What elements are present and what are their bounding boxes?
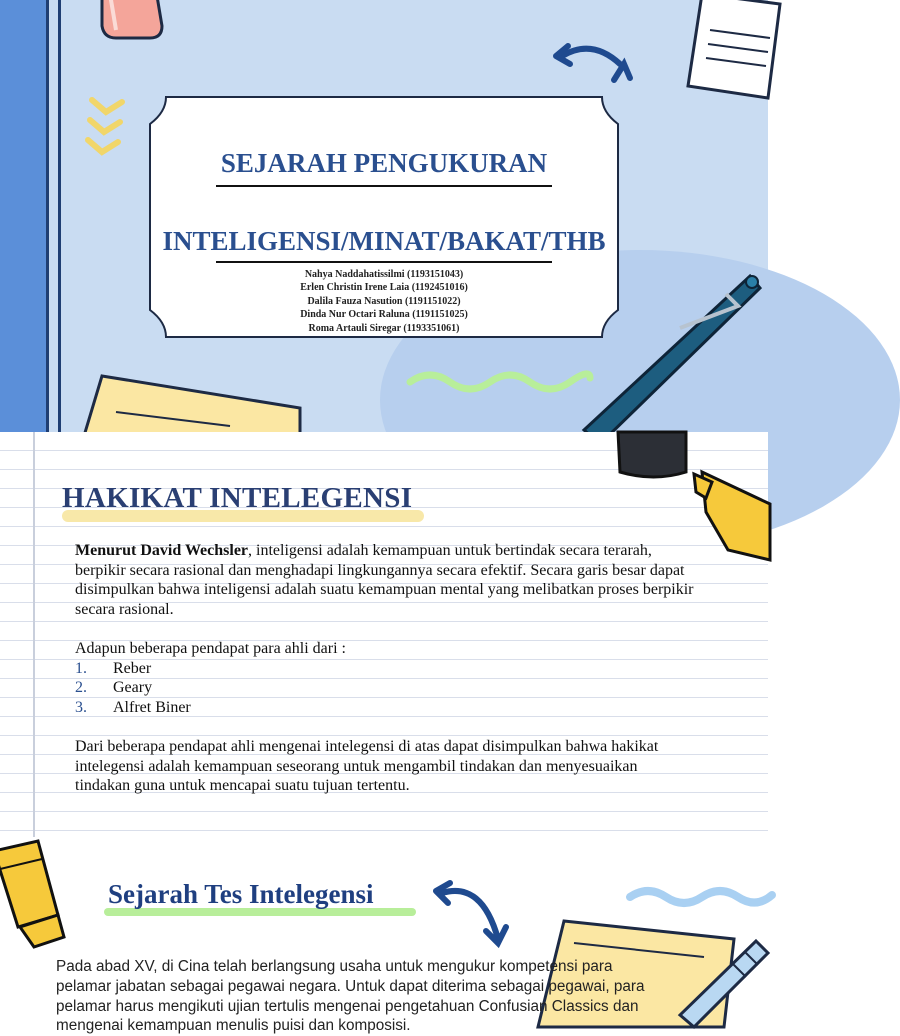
author-name: Dinda Nur Octari Raluna (1191151025) [300, 309, 468, 321]
wave-icon [626, 883, 776, 911]
title-underline [216, 185, 552, 187]
list-item [75, 698, 695, 718]
chevrons-icon [82, 96, 132, 168]
title-slide [0, 0, 768, 432]
list-number: 1. [75, 659, 87, 677]
squiggle-icon [404, 368, 594, 396]
sejarah-slide [0, 837, 768, 1035]
highlighter-icon [0, 837, 80, 957]
title-underline [216, 261, 552, 263]
notebook-spine [0, 0, 46, 432]
title-line-2: INTELIGENSI/MINAT/BAKAT/THB [162, 226, 606, 256]
list-item [75, 678, 695, 698]
author-name: Dalila Fauza Nasution (1191151022) [307, 295, 461, 307]
title-line-1: SEJARAH PENGUKURAN [220, 148, 548, 178]
section-heading: HAKIKAT INTELEGENSI [62, 482, 413, 514]
list-text: Geary [113, 679, 153, 697]
paragraph-text: , inteligensi adalah kemampuan untuk bertindak secara terarah, berpikir secara rasional dan menghadapi lingkungannya secara efektif. Secara garis besar dapat disimpulkan bahwa inteligensi adalah suatu kemampuan mental yang melibatkan proses berpikir secara rasional. [75, 542, 694, 618]
list-number: 2. [75, 679, 87, 697]
paragraph-text: Adapun beberapa pendapat para ahli dari : [75, 639, 346, 657]
author-list [148, 268, 620, 335]
swap-arrows-icon [552, 34, 636, 86]
author-name: Nahya Naddahatissilmi (1193151043) [304, 269, 464, 280]
list-item [75, 659, 695, 679]
body-text: Pada abad XV, di Cina telah berlangsung usaha untuk mengukur kompetensi para pelamar jabatan sebagai pegawai negara. Untuk dapat diterima sebagai pegawai, para pelamar harus mengikuti ujian tertulis mengenai pengetahuan Confusian Classics dan mengenai kemampuan menulis puisi dan komposisi. [56, 958, 645, 1035]
bold-lead: Menurut David Wechsler [75, 542, 249, 559]
author-name: Erlen Christin Irene Laia (1192451016) [300, 282, 468, 294]
margin-line [33, 432, 35, 837]
paragraph-text: Dari beberapa pendapat ahli mengenai intelegensi di atas dapat disimpulkan bahwa hakikat intelegensi adalah kemampuan seseorang untuk mengambil tindakan dan menyesuaikan tindakan guna untuk mencapai suatu tujuan tertentu. [75, 737, 659, 795]
body-text [75, 541, 695, 796]
spine-line [46, 0, 49, 432]
sticky-note-icon [80, 372, 300, 436]
list-text: Alfret Biner [113, 698, 191, 716]
hakikat-slide [0, 432, 768, 837]
curved-arrow-icon [432, 877, 512, 949]
spine-line [58, 0, 61, 432]
list-number: 3. [75, 698, 87, 716]
title-card [148, 96, 620, 338]
list-text: Reber [113, 659, 152, 677]
paper-sheet-icon [680, 0, 780, 100]
eraser-icon [96, 0, 166, 46]
pencil-icon [660, 937, 770, 1027]
author-name: Roma Artauli Siregar (1193351061) [308, 322, 460, 334]
section-heading: Sejarah Tes Intelegensi [108, 879, 374, 909]
